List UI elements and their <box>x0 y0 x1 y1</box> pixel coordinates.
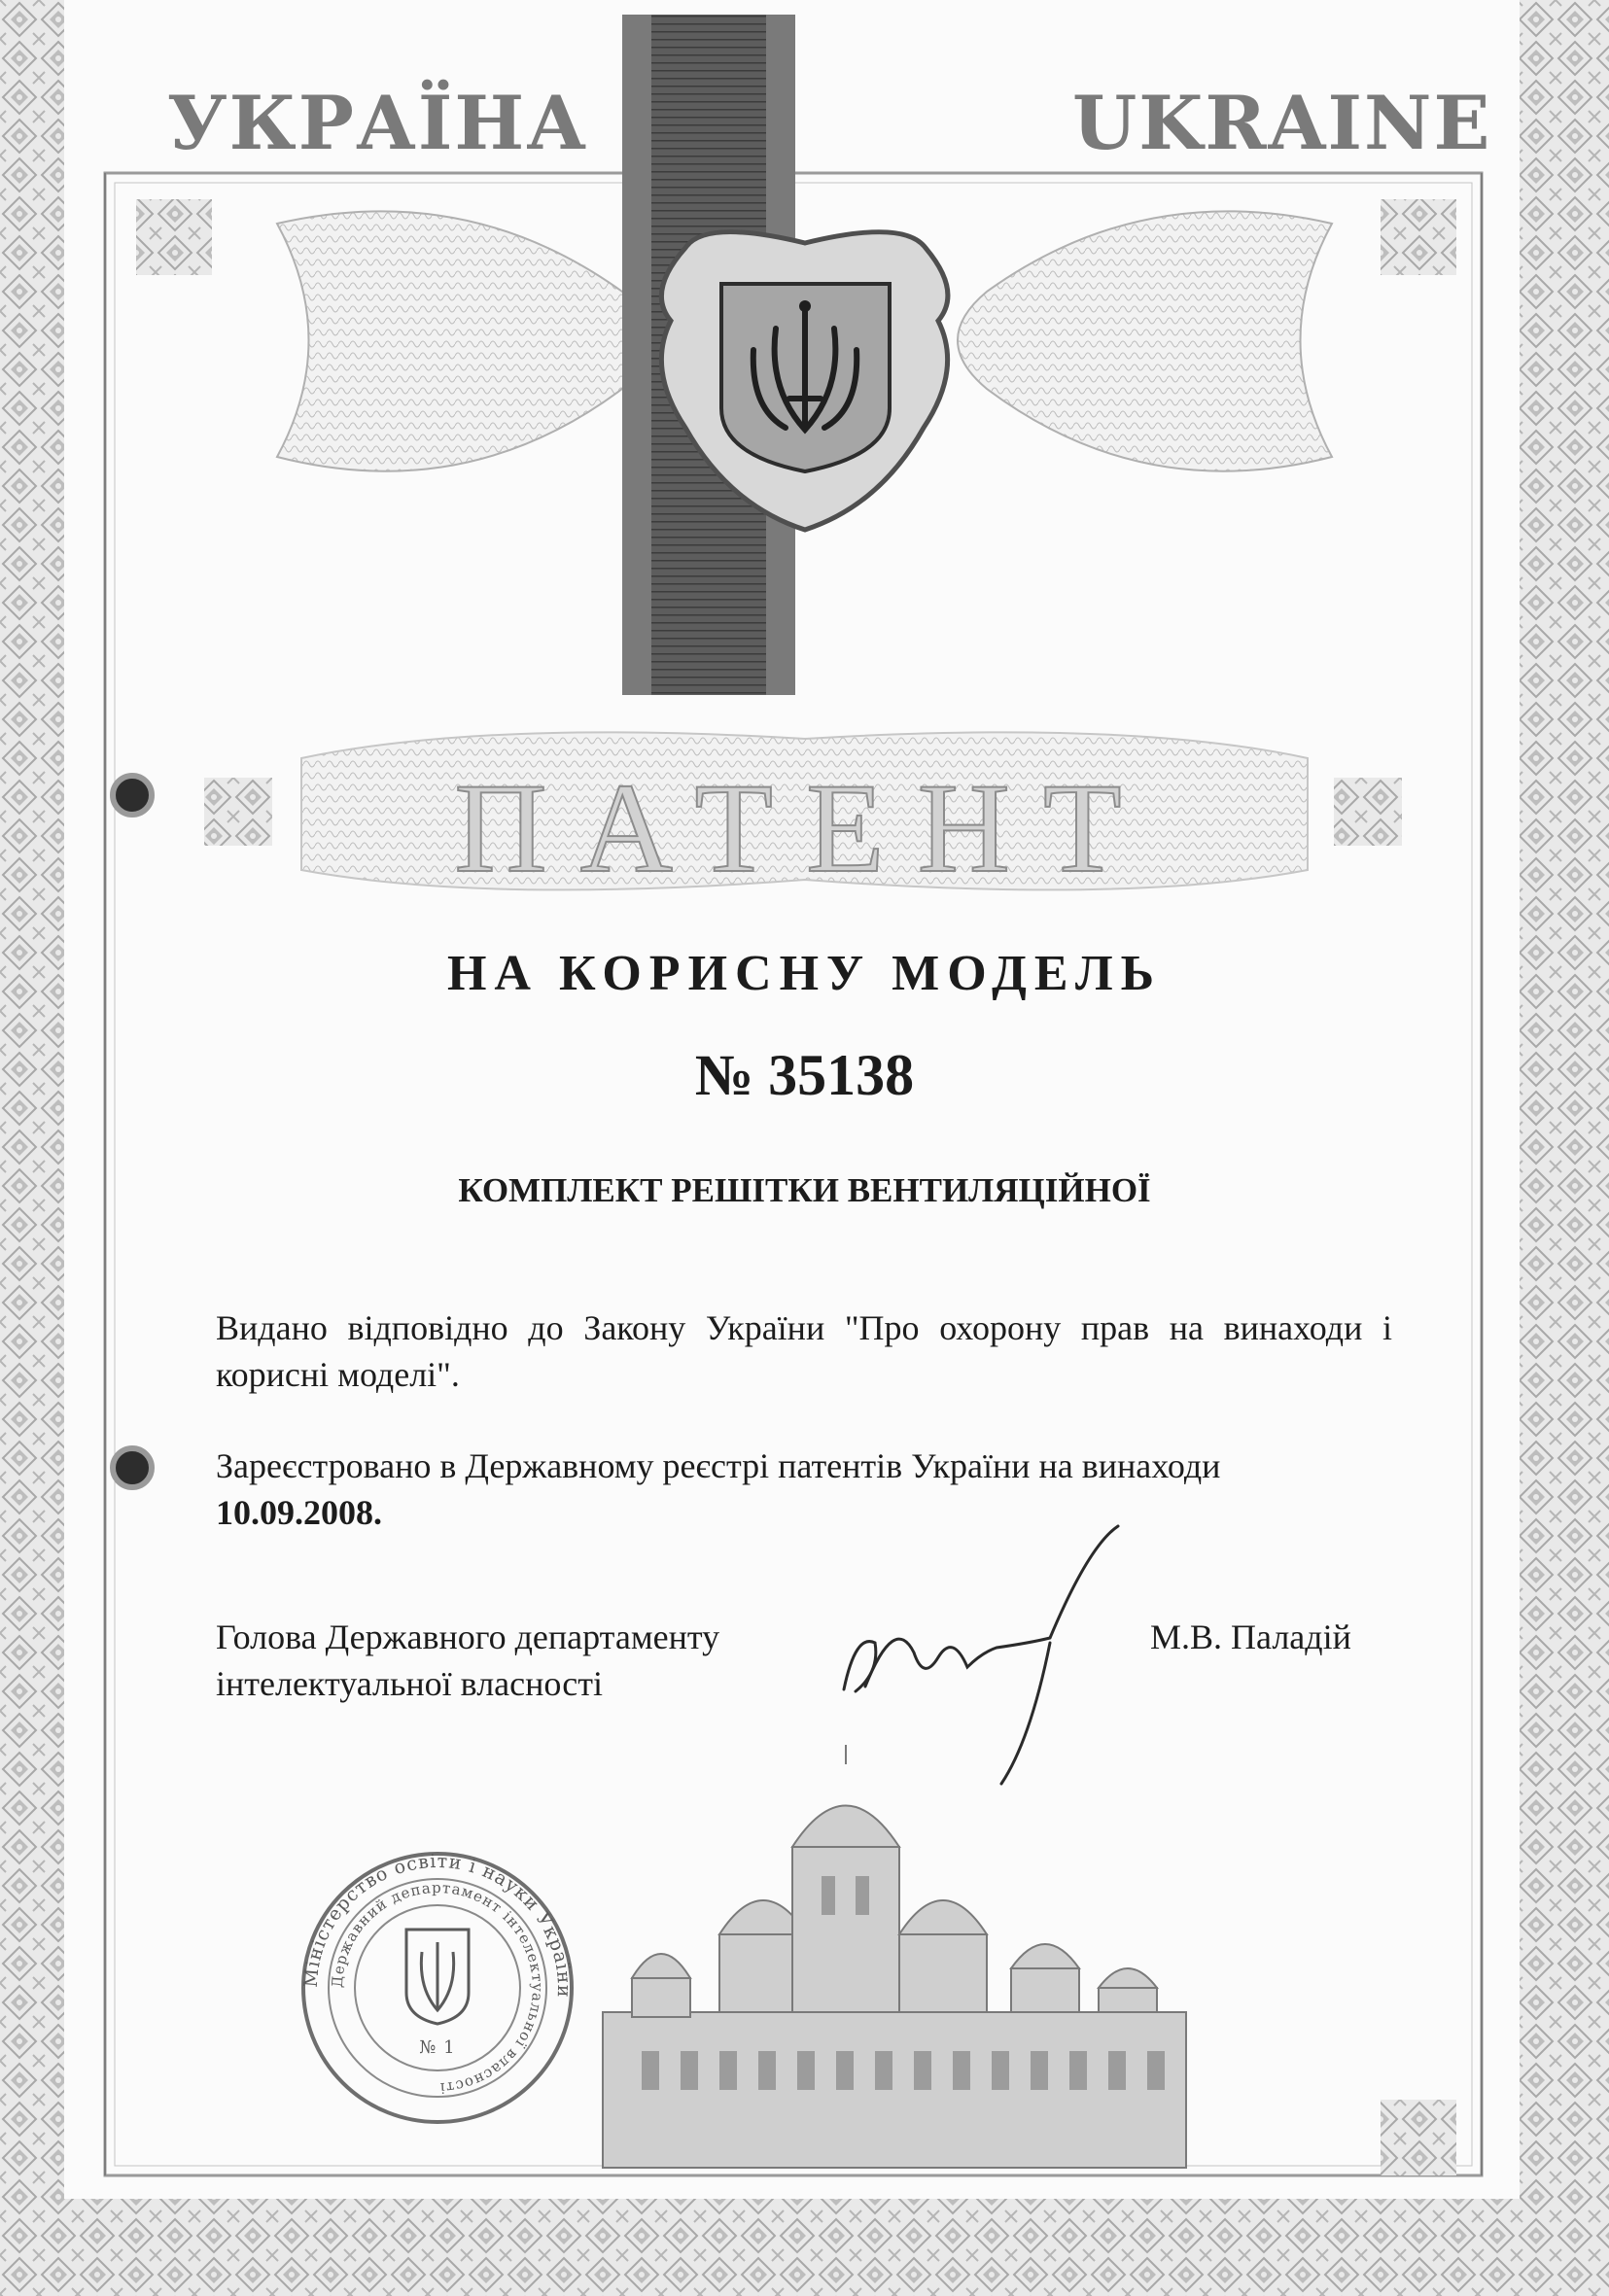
signatory-title-line2: інтелектуальної власності <box>216 1664 603 1703</box>
left-border-ornament <box>0 0 64 2296</box>
issued-statement: Видано відповідно до Закону України "Про охорону прав на винаходи і корисні моделі". <box>216 1308 1392 1394</box>
corner-ornament-bottom-right <box>1381 2100 1456 2175</box>
registration-text: Зареєстровано в Державному реєстрі патентів України на винаходи <box>216 1446 1221 1485</box>
cathedral-illustration <box>603 1745 1186 2168</box>
guilloche-wing-left <box>277 211 651 470</box>
registration-date: 10.09.2008. <box>216 1493 382 1532</box>
country-name-en: UKRAINE <box>1072 80 1492 166</box>
corner-ornament-top-left <box>136 199 212 275</box>
guilloche-wing-right <box>958 211 1332 470</box>
signatory-title-line1: Голова Державного департаменту <box>216 1618 720 1656</box>
seal-outer-text: Міністерство освіти і науки України <box>299 1850 576 1999</box>
patent-title: ПАТЕНТ <box>454 756 1155 899</box>
right-border-ornament <box>1520 0 1609 2296</box>
bottom-border-ornament <box>0 2199 1609 2296</box>
patent-type: НА КОРИСНУ МОДЕЛЬ <box>446 946 1163 1001</box>
signature <box>844 1526 1118 1784</box>
binding-hole-bottom <box>113 1448 152 1487</box>
invention-name: КОМПЛЕКТ РЕШІТКИ ВЕНТИЛЯЦІЙНОЇ <box>458 1171 1151 1209</box>
country-name-ua: УКРАЇНА <box>167 80 589 166</box>
corner-ornament-top-right <box>1381 199 1456 275</box>
registration-statement <box>216 1443 1392 1536</box>
signatory-title <box>216 1614 719 1707</box>
signatory-name: М.В. Паладій <box>1150 1618 1351 1656</box>
seal-inner-text: Державний департамент інтелектуальної власності <box>328 1878 547 2098</box>
official-seal <box>300 1851 576 2122</box>
seal-number: № 1 <box>419 2037 456 2058</box>
patent-number: № 35138 <box>694 1043 915 1107</box>
